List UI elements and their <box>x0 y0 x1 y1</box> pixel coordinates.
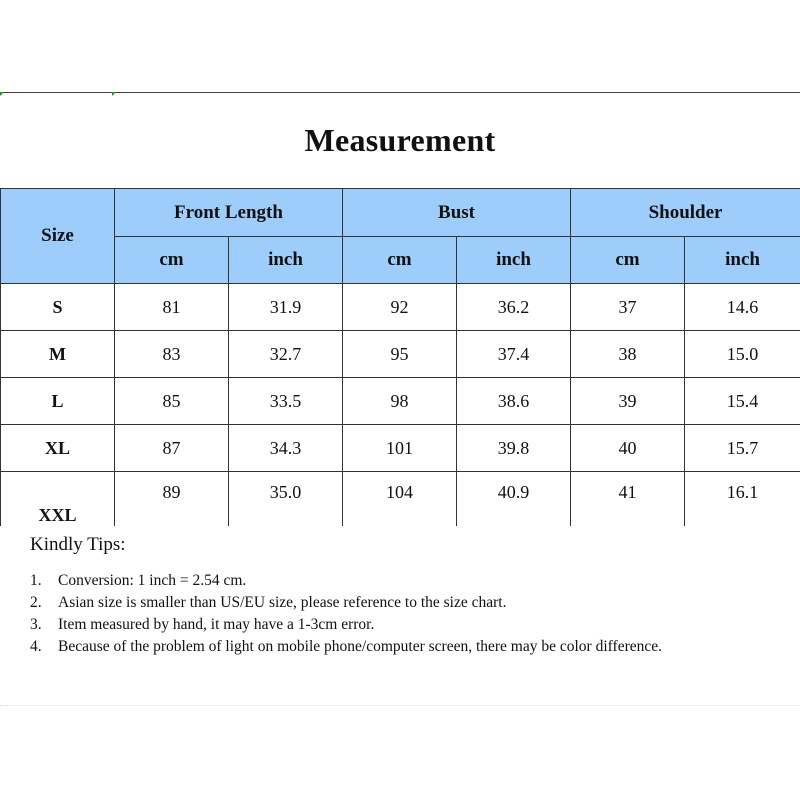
tip-text: Conversion: 1 inch = 2.54 cm. <box>58 572 247 589</box>
value-cell: 89 <box>115 472 229 527</box>
value-cell: 33.5 <box>229 378 343 425</box>
unit-header: inch <box>685 237 800 284</box>
tip-text: Item measured by hand, it may have a 1-3cm error. <box>58 616 375 633</box>
value-cell: 101 <box>343 425 457 472</box>
table-row <box>1 425 800 472</box>
value-cell: 81 <box>115 284 229 331</box>
cell-corner-mark <box>112 92 116 96</box>
value-cell: 32.7 <box>229 331 343 378</box>
value-cell: 85 <box>115 378 229 425</box>
tip-number: 3. <box>30 616 42 633</box>
size-cell: L <box>1 378 115 425</box>
tip-number: 1. <box>30 572 42 589</box>
table-row <box>1 378 800 425</box>
value-cell: 40.9 <box>457 472 571 527</box>
value-cell: 36.2 <box>457 284 571 331</box>
value-cell: 15.0 <box>685 331 800 378</box>
value-cell: 37 <box>571 284 685 331</box>
value-cell: 16.1 <box>685 472 800 527</box>
tips-heading: Kindly Tips: <box>30 534 126 555</box>
tip-text: Asian size is smaller than US/EU size, please reference to the size chart. <box>58 594 507 611</box>
list-item <box>30 636 770 658</box>
value-cell: 34.3 <box>229 425 343 472</box>
tip-text: Because of the problem of light on mobile phone/computer screen, there may be color difference. <box>58 638 662 655</box>
value-cell: 95 <box>343 331 457 378</box>
list-item <box>30 570 770 592</box>
tip-number: 4. <box>30 638 42 655</box>
tip-number: 2. <box>30 594 42 611</box>
value-cell: 83 <box>115 331 229 378</box>
table-units-row <box>1 237 800 284</box>
divider <box>0 705 800 707</box>
value-cell: 39.8 <box>457 425 571 472</box>
value-cell: 98 <box>343 378 457 425</box>
unit-header: inch <box>229 237 343 284</box>
measurement-sheet <box>0 92 800 525</box>
value-cell: 37.4 <box>457 331 571 378</box>
value-cell: 92 <box>343 284 457 331</box>
page-title: Measurement <box>304 122 496 158</box>
value-cell: 41 <box>571 472 685 527</box>
value-cell: 15.4 <box>685 378 800 425</box>
value-cell: 38 <box>571 331 685 378</box>
value-cell: 104 <box>343 472 457 527</box>
group-header-front-length: Front Length <box>115 189 343 237</box>
unit-header: inch <box>457 237 571 284</box>
value-cell: 39 <box>571 378 685 425</box>
value-cell: 87 <box>115 425 229 472</box>
value-cell: 31.9 <box>229 284 343 331</box>
size-cell: XXL <box>1 472 115 527</box>
size-cell: S <box>1 284 115 331</box>
size-cell: XL <box>1 425 115 472</box>
unit-header: cm <box>115 237 229 284</box>
kindly-tips <box>30 534 770 658</box>
table-row <box>1 472 800 527</box>
cell-corner-mark <box>0 92 4 96</box>
value-cell: 15.7 <box>685 425 800 472</box>
value-cell: 14.6 <box>685 284 800 331</box>
table-row <box>1 284 800 331</box>
tips-list <box>30 570 770 658</box>
size-cell: M <box>1 331 115 378</box>
value-cell: 35.0 <box>229 472 343 527</box>
unit-header: cm <box>343 237 457 284</box>
unit-header: cm <box>571 237 685 284</box>
size-column-header: Size <box>1 189 115 284</box>
table-header-row <box>1 189 800 237</box>
group-header-bust: Bust <box>343 189 571 237</box>
value-cell: 40 <box>571 425 685 472</box>
size-table <box>0 188 800 526</box>
group-header-shoulder: Shoulder <box>571 189 800 237</box>
list-item <box>30 614 770 636</box>
table-row <box>1 331 800 378</box>
list-item <box>30 592 770 614</box>
value-cell: 38.6 <box>457 378 571 425</box>
